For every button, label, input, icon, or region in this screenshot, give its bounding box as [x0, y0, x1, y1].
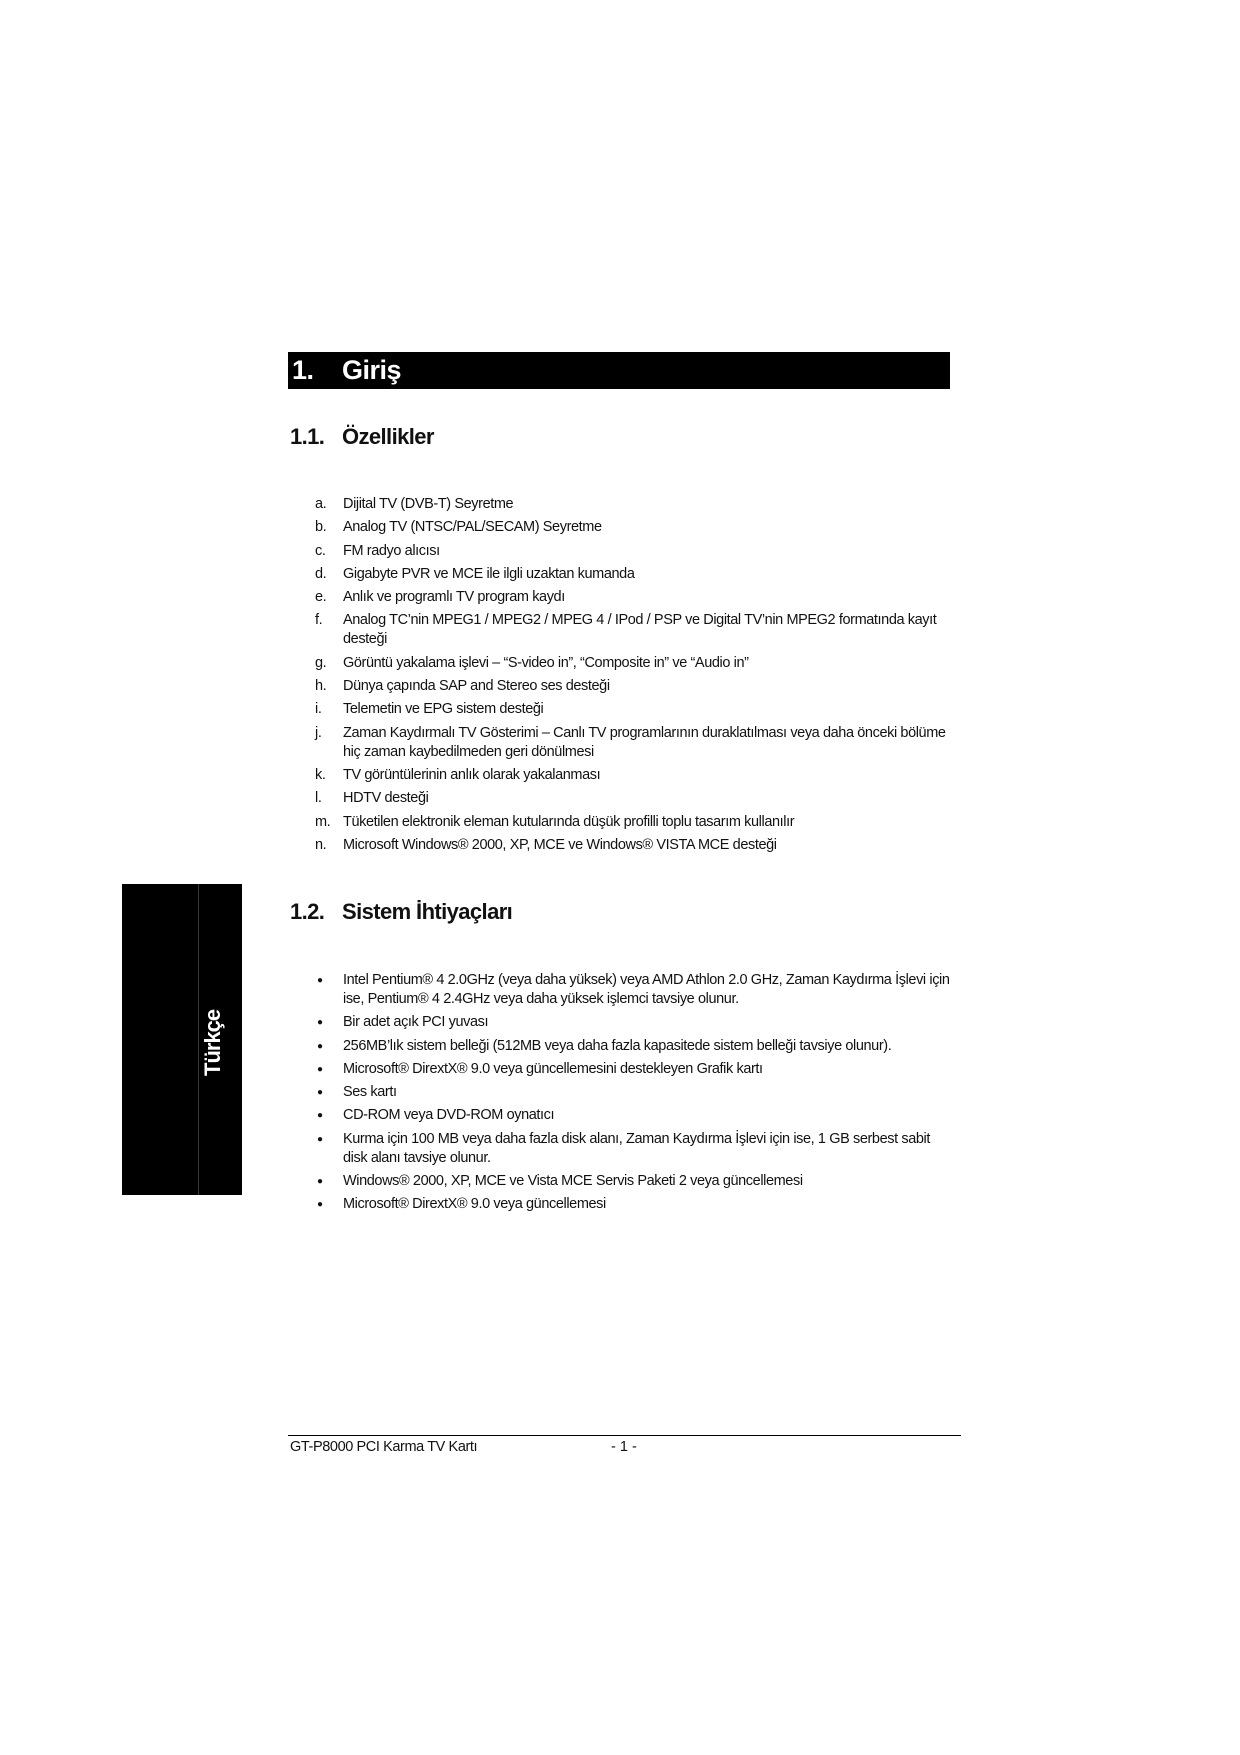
feature-marker: k. — [315, 766, 326, 783]
feature-item — [315, 766, 955, 785]
requirements-heading — [290, 899, 512, 925]
feature-marker: m. — [315, 813, 331, 830]
feature-text: Gigabyte PVR ve MCE ile ilgli uzaktan kumanda — [343, 565, 635, 582]
feature-item — [315, 724, 955, 762]
requirements-list — [315, 971, 955, 1219]
feature-marker: e. — [315, 589, 327, 606]
feature-marker: i. — [315, 701, 322, 718]
feature-marker: l. — [315, 790, 322, 807]
feature-text: Zaman Kaydırmalı TV Gösterimi – Canlı TV programlarının duraklatılması veya daha önceki bölüme hiç zaman kaybedilmeden geri dönülmesi — [343, 724, 946, 760]
feature-item — [315, 518, 955, 537]
requirement-text: CD-ROM veya DVD-ROM oynatıcı — [343, 1107, 555, 1124]
feature-marker: n. — [315, 836, 327, 853]
feature-marker: g. — [315, 654, 327, 671]
feature-marker: d. — [315, 565, 327, 582]
requirement-item — [315, 1130, 955, 1168]
requirement-item — [315, 1083, 955, 1102]
feature-item — [315, 495, 955, 514]
feature-text: TV görüntülerinin anlık olarak yakalanması — [343, 766, 601, 783]
features-list — [315, 495, 955, 859]
feature-text: Tüketilen elektronik eleman kutularında düşük profilli toplu tasarım kullanılır — [343, 813, 795, 830]
feature-item — [315, 789, 955, 808]
requirement-item — [315, 971, 955, 1009]
feature-text: FM radyo alıcısı — [343, 542, 440, 559]
bullet-icon: ● — [317, 1063, 323, 1075]
feature-text: Görüntü yakalama işlevi – “S-video in”, “Composite in” ve “Audio in” — [343, 654, 749, 671]
requirement-text: 256MB’lık sistem belleği (512MB veya daha fazla kapasitede sistem belleği tavsiye olunur). — [343, 1037, 892, 1054]
bullet-icon: ● — [317, 1199, 323, 1211]
requirement-item — [315, 1106, 955, 1125]
requirements-title: Sistem İhtiyaçları — [342, 899, 513, 924]
requirement-item — [315, 1013, 955, 1032]
bullet-icon: ● — [317, 1133, 323, 1145]
feature-text: Telemetin ve EPG sistem desteği — [343, 701, 544, 718]
requirement-text: Ses kartı — [343, 1084, 397, 1101]
feature-item — [315, 813, 955, 832]
feature-text: Anlık ve programlı TV program kaydı — [343, 589, 565, 606]
features-title: Özellikler — [342, 424, 434, 449]
feature-text: Analog TV (NTSC/PAL/SECAM) Seyretme — [343, 519, 602, 536]
footer-page-number: - 1 - — [611, 1439, 637, 1455]
bullet-icon: ● — [317, 1110, 323, 1122]
chapter-title: Giriş — [342, 355, 402, 385]
features-heading — [290, 424, 434, 450]
feature-item — [315, 654, 955, 673]
chapter-heading — [288, 352, 950, 389]
feature-item — [315, 611, 955, 649]
feature-item — [315, 677, 955, 696]
feature-marker: b. — [315, 519, 327, 536]
feature-text: HDTV desteği — [343, 790, 429, 807]
requirement-item — [315, 1195, 955, 1214]
requirements-number: 1.2. — [290, 899, 325, 924]
chapter-number: 1. — [292, 355, 314, 385]
side-tab-divider — [198, 884, 199, 1195]
feature-item — [315, 588, 955, 607]
feature-item — [315, 700, 955, 719]
feature-text: Microsoft Windows® 2000, XP, MCE ve Windows® VISTA MCE desteği — [343, 836, 777, 853]
requirement-text: Kurma için 100 MB veya daha fazla disk alanı, Zaman Kaydırma İşlevi için ise, 1 GB serbest sabit disk alanı tavsiye olunur. — [343, 1130, 930, 1166]
feature-item — [315, 565, 955, 584]
language-label: Türkçe — [200, 1009, 225, 1076]
features-number: 1.1. — [290, 424, 325, 449]
feature-item — [315, 542, 955, 561]
footer-rule — [288, 1435, 961, 1436]
feature-marker: c. — [315, 542, 326, 559]
feature-item — [315, 836, 955, 855]
bullet-icon: ● — [317, 1040, 323, 1052]
bullet-icon: ● — [317, 975, 323, 986]
requirement-text: Microsoft® DirextX® 9.0 veya güncellemesini destekleyen Grafik kartı — [343, 1060, 763, 1077]
feature-marker: a. — [315, 496, 327, 512]
feature-marker: f. — [315, 612, 323, 629]
feature-text: Dünya çapında SAP and Stereo ses desteği — [343, 678, 610, 695]
feature-marker: j. — [315, 724, 322, 741]
requirement-text: Bir adet açık PCI yuvası — [343, 1014, 489, 1031]
feature-text: Analog TC’nin MPEG1 / MPEG2 / MPEG 4 / IPod / PSP ve Digital TV’nin MPEG2 formatında kayıt desteği — [343, 612, 937, 648]
feature-text: Dijital TV (DVB-T) Seyretme — [343, 496, 514, 512]
requirement-item — [315, 1060, 955, 1079]
bullet-icon: ● — [317, 1087, 323, 1099]
requirement-text: Intel Pentium® 4 2.0GHz (veya daha yüksek) veya AMD Athlon 2.0 GHz, Zaman Kaydırma İşlevi için ise, Pentium® 4 2.4GHz veya daha yüksek işlemci tavsiye olunur. — [343, 972, 950, 1007]
feature-marker: h. — [315, 678, 327, 695]
requirement-text: Microsoft® DirextX® 9.0 veya güncellemesi — [343, 1196, 606, 1213]
requirement-item — [315, 1037, 955, 1056]
bullet-icon: ● — [317, 1017, 323, 1029]
footer-product-name: GT-P8000 PCI Karma TV Kartı — [290, 1439, 478, 1455]
requirement-item — [315, 1172, 955, 1191]
bullet-icon: ● — [317, 1176, 323, 1188]
requirement-text: Windows® 2000, XP, MCE ve Vista MCE Servis Paketi 2 veya güncellemesi — [343, 1173, 803, 1190]
